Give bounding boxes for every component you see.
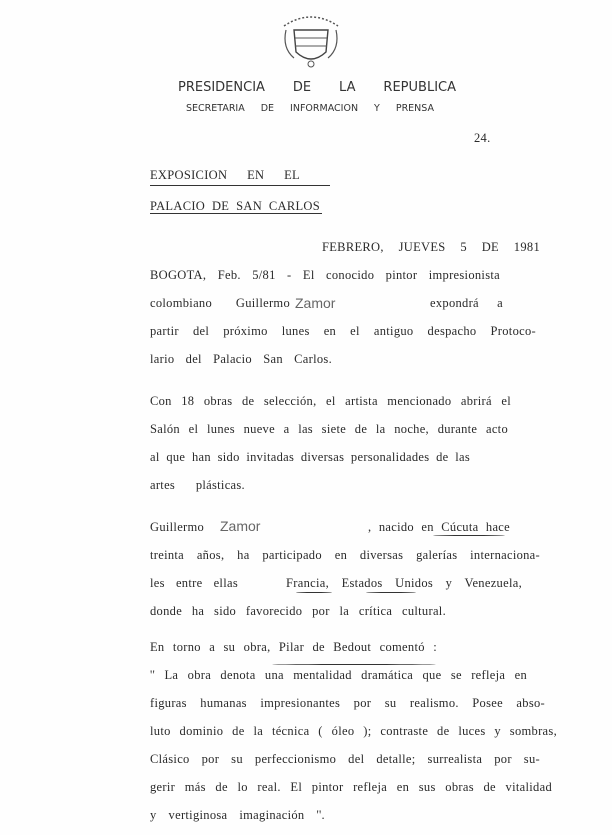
headline-line-2: PALACIO DE SAN CARLOS — [150, 199, 320, 213]
handwritten-underline — [272, 664, 436, 665]
handwritten-underline — [433, 535, 505, 536]
body-line: figuras humanas impresionantes por su realismo. Posee abso- — [150, 696, 545, 710]
body-line: lario del Palacio San Carlos. — [150, 352, 332, 366]
letterhead-subtitle: SECRETARIA DE INFORMACION Y PRENSA — [186, 103, 434, 114]
page-number: 24. — [474, 131, 491, 145]
body-line: BOGOTA, Feb. 5/81 - El conocido pintor impresionista — [150, 268, 500, 282]
body-line: gerir más de lo real. El pintor refleja en sus obras de vitalidad — [150, 780, 552, 794]
headline-underline — [150, 185, 330, 186]
body-line: al que han sido invitadas diversas personalidades de las — [150, 450, 470, 464]
body-line: luto dominio de la técnica ( óleo ); contraste de luces y sombras, — [150, 724, 557, 738]
body-line: Con 18 obras de selección, el artista mencionado abrirá el — [150, 394, 511, 408]
body-line: expondrá a — [430, 296, 503, 310]
body-line: les entre ellas — [150, 576, 238, 590]
body-line: Francia, Estados Unidos y Venezuela, — [286, 576, 522, 590]
headline-underline — [150, 213, 322, 214]
artist-surname: Zamor — [220, 518, 261, 534]
body-line: En torno a su obra, Pilar de Bedout comentó : — [150, 640, 437, 654]
headline-line-1: EXPOSICION EN EL — [150, 168, 300, 182]
body-line: Clásico por su perfeccionismo del detalle; surrealista por su- — [150, 752, 540, 766]
body-line: artes plásticas. — [150, 478, 245, 492]
body-line: donde ha sido favorecido por la crítica cultural. — [150, 604, 446, 618]
body-line: colombiano Guillermo — [150, 296, 290, 310]
artist-surname: Zamor — [295, 295, 336, 311]
body-line: treinta años, ha participado en diversas galerías internaciona- — [150, 548, 540, 562]
body-line: Salón el lunes nueve a las siete de la noche, durante acto — [150, 422, 508, 436]
body-line: '' La obra denota una mentalidad dramática que se refleja en — [150, 668, 527, 682]
coat-of-arms-seal-icon — [276, 8, 346, 70]
handwritten-underline — [296, 592, 332, 593]
body-line: Guillermo — [150, 520, 205, 534]
body-line: partir del próximo lunes en el antiguo despacho Protoco- — [150, 324, 536, 338]
dateline: FEBRERO, JUEVES 5 DE 1981 — [322, 240, 540, 254]
handwritten-underline — [366, 592, 416, 593]
letterhead-title: PRESIDENCIA DE LA REPUBLICA — [178, 80, 456, 95]
body-line: , nacido en Cúcuta hace — [368, 520, 510, 534]
body-line: y vertiginosa imaginación ''. — [150, 808, 325, 822]
